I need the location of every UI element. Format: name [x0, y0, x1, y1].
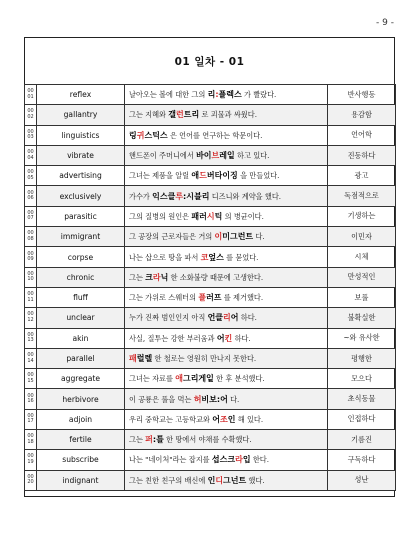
- korean-meaning: 성난: [328, 470, 396, 490]
- pronunciation-highlight: [168, 110, 199, 119]
- pronunciation-post: 입: [242, 455, 251, 465]
- pronunciation-stress: 킨: [224, 333, 233, 343]
- pronunciation-pre: 익스클: [152, 191, 176, 201]
- sentence-before: 그 공장의 근로자들은 거의: [129, 232, 215, 242]
- pronunciation-stress: 조: [219, 414, 228, 424]
- pronunciation-post: :시블리: [183, 191, 210, 201]
- example-sentence: [125, 247, 328, 267]
- sentence-before: 그녀는 자료를: [129, 374, 176, 384]
- korean-meaning: 광고: [328, 166, 396, 186]
- table-row: [25, 186, 396, 206]
- pronunciation-highlight: [215, 232, 254, 241]
- pronunciation-highlight: [212, 455, 251, 464]
- sentence-after: 했다.: [246, 475, 265, 485]
- english-word: linguistics: [37, 125, 125, 145]
- table-row: [25, 105, 396, 125]
- sentence-before: 그는 친한 친구의 배신에: [129, 475, 208, 485]
- sentence-before: 나는 "네이처"라는 잡지를: [129, 455, 212, 465]
- english-word: fluff: [37, 287, 125, 307]
- pronunciation-highlight: [129, 131, 168, 140]
- example-sentence: [125, 348, 328, 368]
- table-row: [25, 389, 396, 409]
- sentence-after: 를 제거했다.: [221, 293, 264, 303]
- pronunciation-stress: 이: [214, 232, 223, 242]
- pronunciation-post: 러프: [206, 293, 222, 303]
- row-number: 00 15: [25, 369, 37, 389]
- english-word: aggregate: [37, 369, 125, 389]
- sentence-after: 의 병균이다.: [222, 211, 264, 221]
- english-word: chronic: [37, 267, 125, 287]
- pronunciation-post: 버타이징: [206, 171, 238, 181]
- sentence-before: 가수가: [129, 191, 153, 201]
- pronunciation-highlight: [208, 476, 247, 485]
- example-sentence: [125, 206, 328, 226]
- pronunciation-highlight: [191, 171, 237, 180]
- english-word: corpse: [37, 247, 125, 267]
- row-number: 00 10: [25, 267, 37, 287]
- example-sentence: [125, 105, 328, 125]
- korean-meaning: 보풀: [328, 287, 396, 307]
- pronunciation-post: 닉: [160, 272, 169, 282]
- pronunciation-post: 비보:어: [201, 394, 228, 404]
- row-number: 00 05: [25, 166, 37, 186]
- vocab-table: [24, 84, 396, 491]
- sentence-after: 하다.: [232, 333, 251, 343]
- example-sentence: [125, 186, 328, 206]
- example-sentence: [125, 145, 328, 165]
- pronunciation-post: 그넌트: [223, 475, 247, 485]
- sentence-before: 핸드폰이 주머니에서: [129, 151, 197, 161]
- pronunciation-stress: 루: [175, 191, 184, 201]
- sentence-after: 한 소화불량 때문에 고생한다.: [168, 272, 264, 282]
- korean-meaning: 불확실한: [328, 308, 396, 328]
- korean-meaning: ~와 유사한: [328, 328, 396, 348]
- pronunciation-post: 트리: [183, 110, 200, 120]
- sentence-before: 날아오는 볼에 대한 그의: [129, 90, 208, 100]
- korean-meaning: 반사행동: [328, 85, 396, 105]
- example-sentence: [125, 430, 328, 450]
- table-row: [25, 227, 396, 247]
- english-word: gallantry: [37, 105, 125, 125]
- korean-meaning: 진동하다: [328, 145, 396, 165]
- pronunciation-highlight: [198, 293, 221, 302]
- row-number: 00 13: [25, 328, 37, 348]
- table-row: [25, 328, 396, 348]
- korean-meaning: 인접하다: [328, 409, 396, 429]
- sentence-before: 이 공룡은 풀을 먹는: [129, 394, 194, 404]
- pronunciation-stress: 귀: [136, 130, 145, 140]
- korean-meaning: 이민자: [328, 227, 396, 247]
- pronunciation-highlight: [208, 90, 242, 99]
- example-sentence: [125, 389, 328, 409]
- example-sentence: [125, 287, 328, 307]
- pronunciation-pre: 크: [145, 272, 153, 282]
- pronunciation-post: 럴렐: [136, 354, 153, 363]
- pronunciation-post: 어: [230, 313, 239, 323]
- pronunciation-highlight: [145, 273, 168, 282]
- pronunciation-stress: 허: [193, 394, 202, 404]
- row-number: 00 18: [25, 430, 37, 450]
- english-word: immigrant: [37, 227, 125, 247]
- example-sentence: [125, 450, 328, 470]
- pronunciation-pre: 섭스크: [211, 455, 236, 465]
- row-number: 00 02: [25, 105, 37, 125]
- sentence-after: 다.: [253, 232, 265, 242]
- pronunciation-highlight: [201, 253, 224, 262]
- english-word: reflex: [37, 85, 125, 105]
- pronunciation-post: 그리게잍: [182, 374, 214, 384]
- example-sentence: [125, 85, 328, 105]
- pronunciation-stress: 디: [215, 475, 224, 485]
- sentence-after: 로 괴물과 싸웠다.: [199, 110, 257, 120]
- row-number: 00 08: [25, 227, 37, 247]
- sentence-after: 하고 있다.: [234, 151, 270, 161]
- pronunciation-pre: 어: [212, 414, 220, 424]
- sentence-after: 한 땅에서 야채를 수확했다.: [163, 435, 252, 445]
- korean-meaning: 모으다: [328, 369, 396, 389]
- pronunciation-highlight: [208, 313, 239, 322]
- sentence-after: 가 빨랐다.: [241, 90, 277, 100]
- sentence-after: 한다.: [250, 455, 270, 465]
- example-sentence: [125, 267, 328, 287]
- english-word: herbivore: [37, 389, 125, 409]
- pronunciation-stress: 퍼: [145, 435, 153, 445]
- vocab-sheet: [24, 37, 395, 497]
- english-word: vibrate: [37, 145, 125, 165]
- table-row: [25, 450, 396, 470]
- pronunciation-highlight: [212, 415, 235, 424]
- sentence-before: 우리 중학교는 고등학교와: [129, 414, 213, 424]
- table-row: [25, 85, 396, 105]
- sentence-before: 그의 질병의 원인은: [129, 211, 192, 221]
- pronunciation-highlight: [196, 151, 235, 160]
- pronunciation-stress: 플: [198, 293, 207, 303]
- page-title: 01 일차 - 01: [174, 55, 245, 68]
- row-number: 00 17: [25, 409, 37, 429]
- row-number: 00 16: [25, 389, 37, 409]
- pronunciation-highlight: [175, 374, 214, 383]
- pronunciation-stress: 코: [200, 252, 209, 262]
- example-sentence: [125, 409, 328, 429]
- sentence-before: 나는 삽으로 땅을 파서: [129, 252, 201, 262]
- table-row: [25, 369, 396, 389]
- korean-meaning: 구독하다: [328, 450, 396, 470]
- pronunciation-stress: 패: [129, 354, 137, 363]
- example-sentence: [125, 328, 328, 348]
- row-number: 00 01: [25, 85, 37, 105]
- table-row: [25, 206, 396, 226]
- example-sentence: [125, 308, 328, 328]
- english-word: fertile: [37, 430, 125, 450]
- korean-meaning: 평행한: [328, 348, 396, 368]
- korean-meaning: 기름진: [328, 430, 396, 450]
- sentence-before: 그는: [129, 272, 146, 282]
- pronunciation-pre: 인: [207, 475, 216, 485]
- row-number: 00 11: [25, 287, 37, 307]
- pronunciation-pre: 바이: [196, 151, 212, 161]
- sentence-before: 그는 가위로 스웨터의: [129, 293, 199, 303]
- sentence-after: 다.: [227, 394, 240, 404]
- table-row: [25, 287, 396, 307]
- pronunciation-stress: 리: [223, 313, 231, 323]
- korean-meaning: 용감함: [328, 105, 396, 125]
- english-word: advertising: [37, 166, 125, 186]
- pronunciation-stress: 시: [206, 211, 215, 221]
- sentence-before: 사실, 질투는 강한 부러움과: [129, 333, 217, 343]
- pronunciation-stress: :: [215, 90, 219, 100]
- pronunciation-stress: 애: [175, 374, 183, 384]
- sentence-before: 그는: [129, 435, 146, 445]
- english-word: subscribe: [37, 450, 125, 470]
- row-number: 00 20: [25, 470, 37, 490]
- pronunciation-stress: 런: [176, 110, 184, 120]
- table-row: [25, 247, 396, 267]
- pronunciation-post: :틀: [152, 435, 164, 445]
- table-row: [25, 409, 396, 429]
- table-row: [25, 470, 396, 490]
- korean-meaning: 기생하는: [328, 206, 396, 226]
- pronunciation-stress: 드: [199, 171, 207, 181]
- korean-meaning: 시체: [328, 247, 396, 267]
- row-number: 00 03: [25, 125, 37, 145]
- korean-meaning: 독점적으로: [328, 186, 396, 206]
- row-number: 00 14: [25, 348, 37, 368]
- pronunciation-pre: 리: [207, 90, 216, 100]
- korean-meaning: 언어학: [328, 125, 396, 145]
- row-number: 00 09: [25, 247, 37, 267]
- pronunciation-pre: 언클: [207, 313, 224, 323]
- english-word: parallel: [37, 348, 125, 368]
- korean-meaning: 초식동물: [328, 389, 396, 409]
- sentence-after: 를 묻었다.: [223, 252, 259, 262]
- table-row: [25, 430, 396, 450]
- row-number: 00 07: [25, 206, 37, 226]
- row-number: 00 06: [25, 186, 37, 206]
- pronunciation-highlight: [145, 435, 164, 444]
- pronunciation-highlight: [194, 395, 228, 404]
- english-word: indignant: [37, 470, 125, 490]
- sentence-before: 그녀는 제품을 알릴: [129, 171, 192, 181]
- sentence-after: 한 철로는 영원히 만나지 못한다.: [152, 354, 257, 363]
- pronunciation-pre: 패러: [191, 211, 207, 221]
- pronunciation-stress: 라: [235, 455, 243, 465]
- example-sentence: [125, 166, 328, 186]
- table-row: [25, 348, 396, 368]
- example-sentence: [125, 470, 328, 490]
- pronunciation-post: 인: [227, 414, 236, 424]
- pronunciation-post: 엎스: [208, 252, 224, 262]
- pronunciation-highlight: [129, 354, 152, 363]
- table-row: [25, 267, 396, 287]
- korean-meaning: 만성적인: [328, 267, 396, 287]
- sentence-after: 해 있다.: [235, 414, 264, 424]
- row-number: 00 12: [25, 308, 37, 328]
- pronunciation-highlight: [152, 192, 209, 201]
- pronunciation-pre: 링: [129, 130, 137, 140]
- pronunciation-highlight: [217, 334, 232, 343]
- pronunciation-post: 미그런트: [222, 232, 254, 242]
- sentence-after: 디즈니와 계약을 했다.: [209, 191, 282, 201]
- sentence-before: 그는 지혜와: [129, 110, 169, 120]
- pronunciation-pre: 갤: [168, 110, 177, 120]
- pronunciation-post: 플렉스: [218, 90, 242, 100]
- table-row: [25, 125, 396, 145]
- english-word: adjoin: [37, 409, 125, 429]
- pronunciation-stress: 브: [211, 151, 220, 161]
- english-word: parasitic: [37, 206, 125, 226]
- table-row: [25, 166, 396, 186]
- pronunciation-stress: 라: [152, 272, 161, 282]
- row-number: 00 04: [25, 145, 37, 165]
- pronunciation-highlight: [191, 212, 222, 221]
- sentence-after: 은 언어를 연구하는 학문이다.: [167, 130, 263, 140]
- sentence-after: 한 후 분석했다.: [213, 374, 265, 384]
- pronunciation-post: 스틱스: [144, 130, 168, 140]
- page-number: - 9 -: [376, 18, 394, 28]
- pronunciation-post: 레잍: [219, 151, 235, 161]
- sentence-after: 하다.: [238, 313, 257, 323]
- pronunciation-pre: 어: [216, 333, 225, 343]
- pronunciation-post: 틱: [214, 211, 223, 221]
- example-sentence: [125, 369, 328, 389]
- row-number: 00 19: [25, 450, 37, 470]
- english-word: unclear: [37, 308, 125, 328]
- english-word: exclusively: [37, 186, 125, 206]
- example-sentence: [125, 227, 328, 247]
- sentence-after: 을 만들었다.: [237, 171, 280, 181]
- sentence-before: 누가 진짜 범인인지 아직: [129, 313, 208, 323]
- pronunciation-pre: 애: [191, 171, 200, 181]
- english-word: akin: [37, 328, 125, 348]
- example-sentence: [125, 125, 328, 145]
- table-row: [25, 145, 396, 165]
- table-row: [25, 308, 396, 328]
